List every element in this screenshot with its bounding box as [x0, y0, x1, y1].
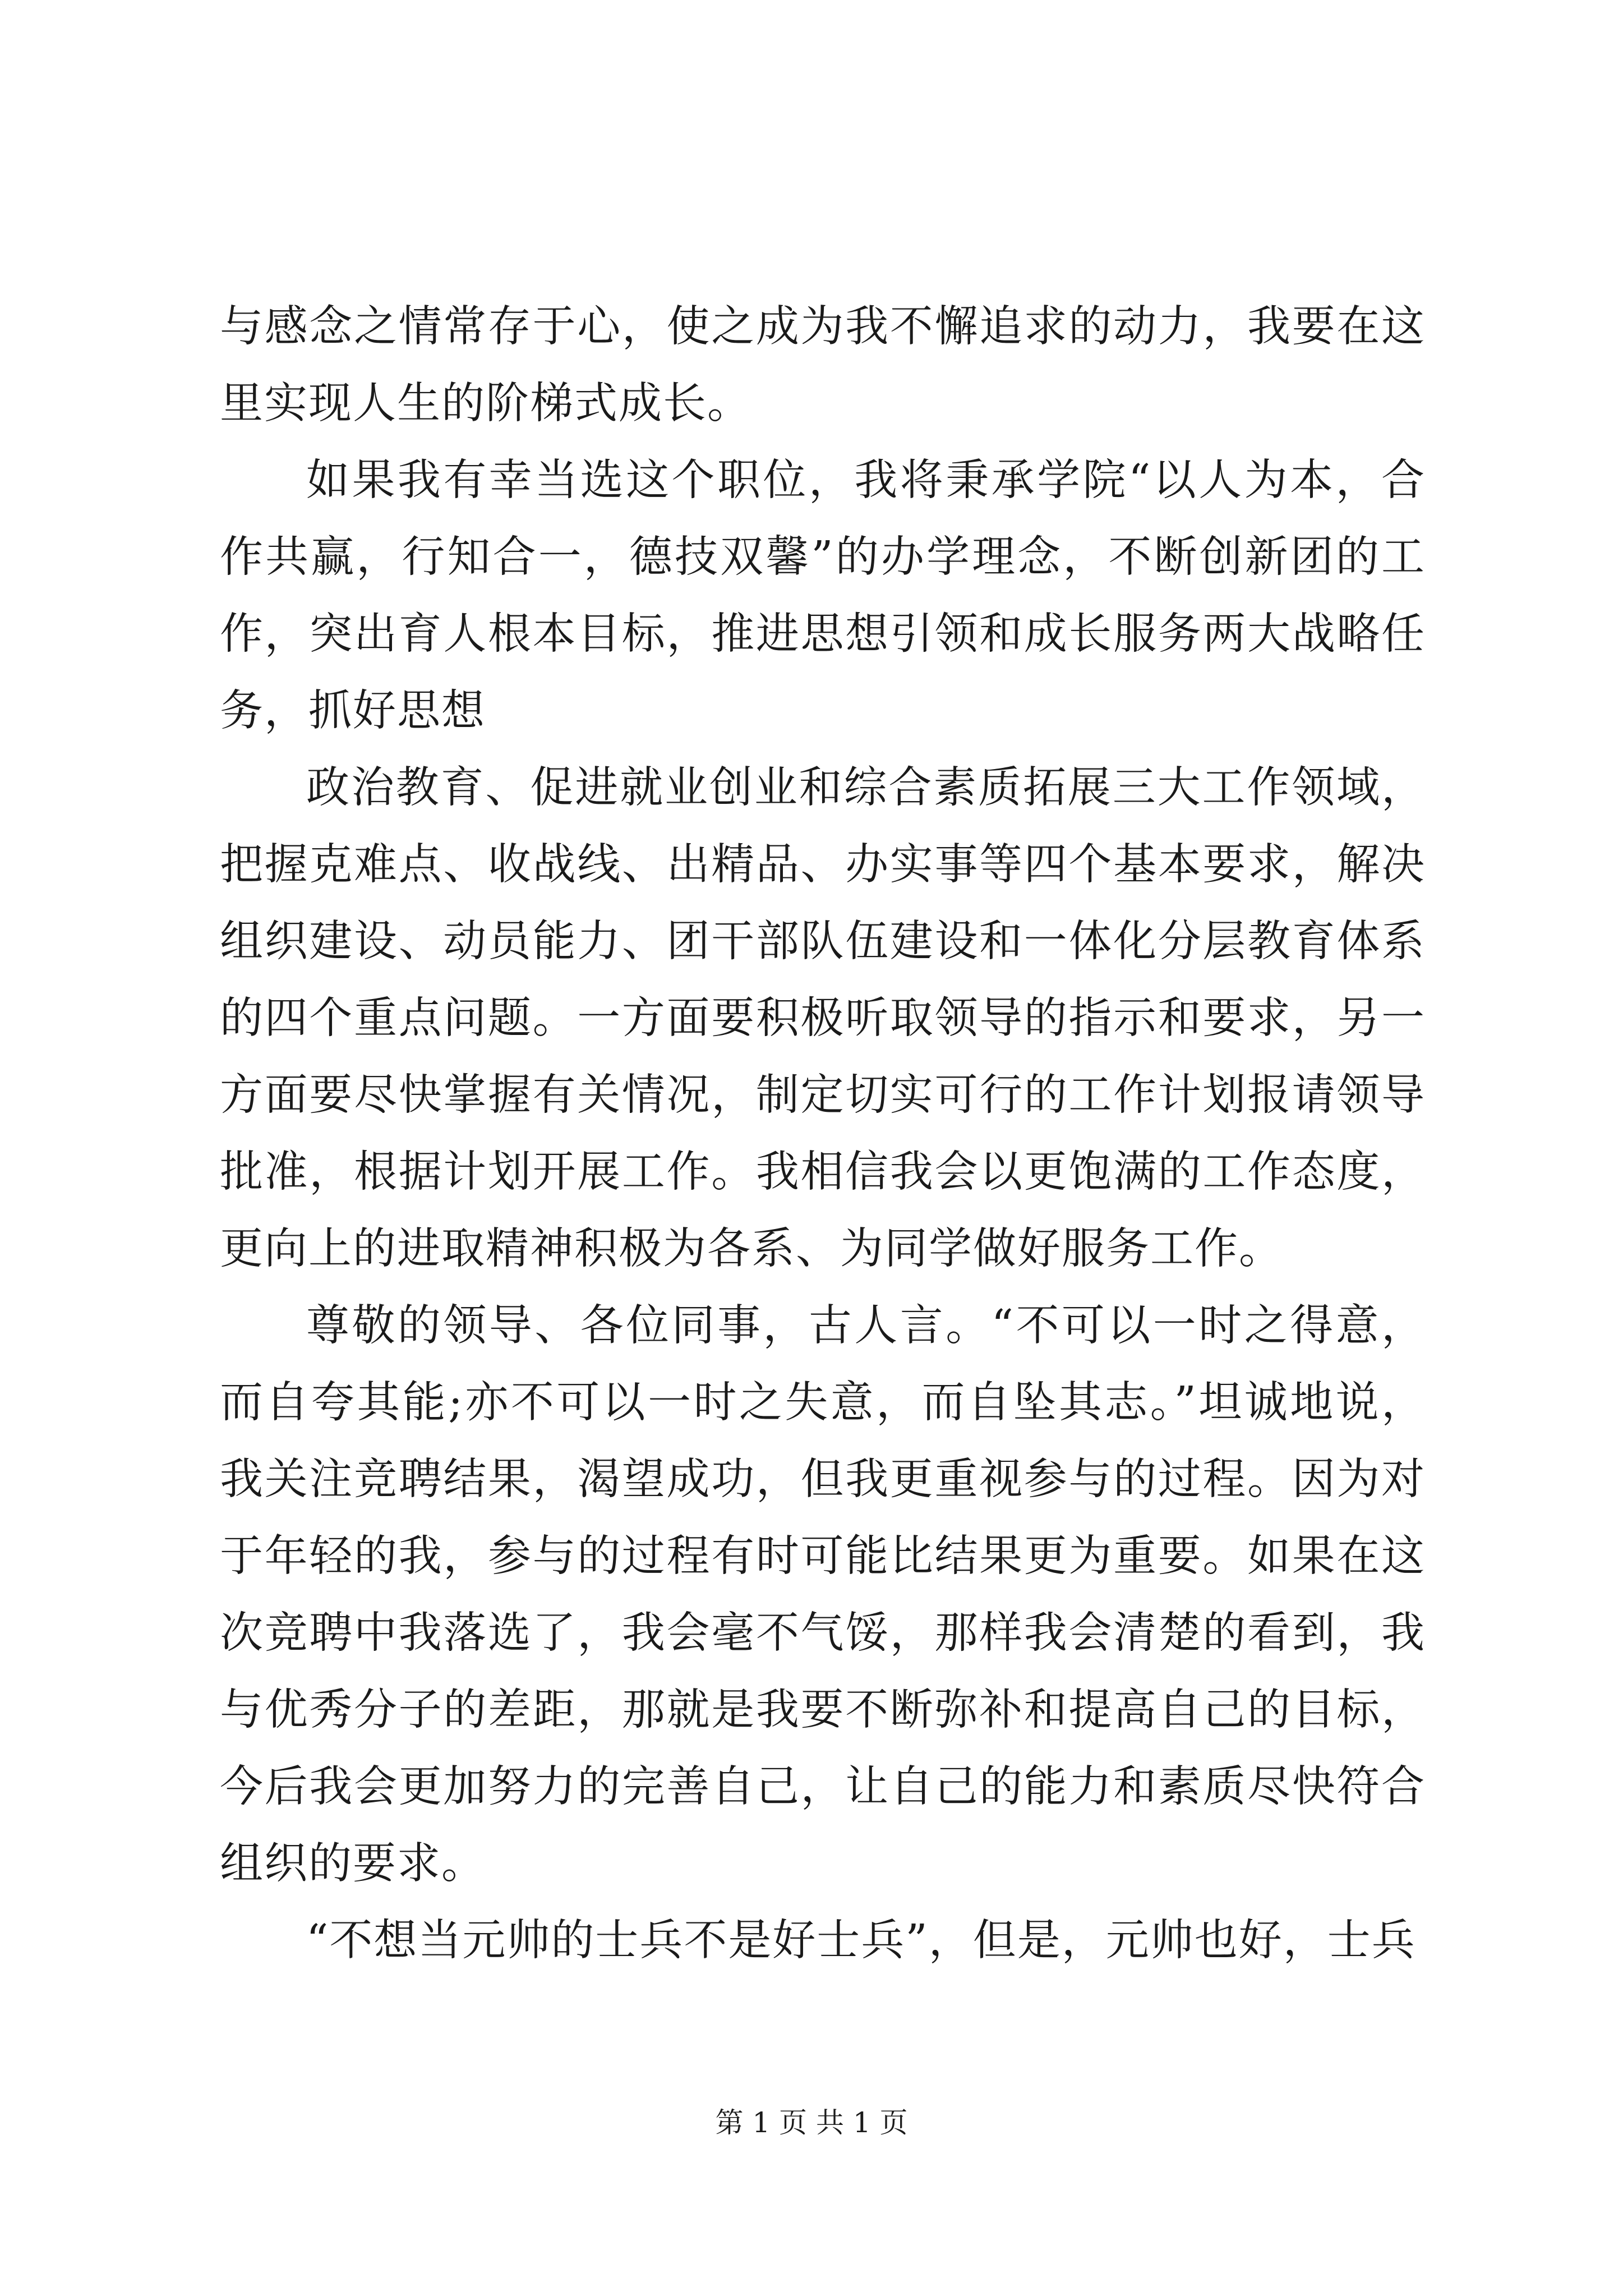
paragraph-2: 如果我有幸当选这个职位，我将秉承学院“以人为本，合作共赢，行知合一，德技双馨”的办学理念，不断创新团的工作，突出育人根本目标，推进思想引领和成长服务两大战略任务，抓好思想 — [220, 455, 1426, 736]
paragraph-3: 政治教育、促进就业创业和综合素质拓展三大工作领域，把握克难点、收战线、出精品、办实事等四个基本要求，解决组织建设、动员能力、团干部队伍建设和一体化分层教育体系的四个重点问题。一方面要积极听取领导的指示和要求，另一方面要尽快掌握有关情况，制定切实可行的工作计划报请领导批准，根据计划开展工作。我相信我会以更饱满的工作态度，更向上的进取精神积极为各系、为同学做好服务工作。 — [220, 763, 1426, 1274]
document-body — [220, 288, 1426, 1979]
paragraph-4: 尊敬的领导、各位同事，古人言。“不可以一时之得意，而自夸其能;亦不可以一时之失意，而自坠其志。”坦诚地说，我关注竞聘结果，渴望成功，但我更重视参与的过程。因为对于年轻的我，参与的过程有时可能比结果更为重要。如果在这次竞聘中我落选了，我会毫不气馁，那样我会清楚的看到，我与优秀分子的差距，那就是我要不断弥补和提高自己的目标，今后我会更加努力的完善自己，让自己的能力和素质尽快符合组织的要求。 — [220, 1301, 1426, 1889]
paragraph-1: 与感念之情常存于心，使之成为我不懈追求的动力，我要在这里实现人生的阶梯式成长。 — [220, 302, 1426, 429]
page-footer: 第 1 页 共 1 页 — [715, 2106, 908, 2139]
paragraph-5: “不想当元帅的士兵不是好士兵”，但是，元帅也好，士兵 — [306, 1916, 1416, 1966]
